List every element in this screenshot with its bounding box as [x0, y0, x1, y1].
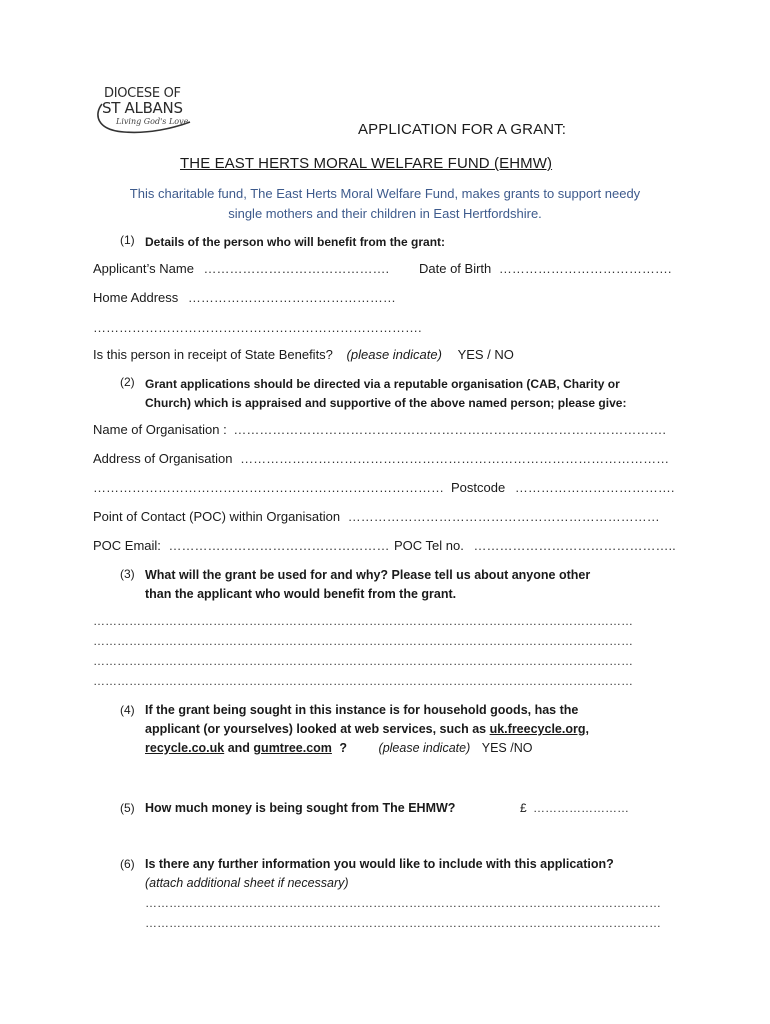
amount-field[interactable]	[520, 801, 629, 815]
logo-line-2: ST ALBANS	[102, 99, 183, 117]
home-address-label: Home Address	[93, 290, 179, 305]
answer-line[interactable]: ………………………………………………………………………………………………………………………	[93, 654, 633, 668]
section-heading-line-1: What will the grant be used for and why? Please tell us about anyone other	[145, 568, 591, 582]
fund-title: THE EAST HERTS MORAL WELFARE FUND (EHMW)	[180, 155, 553, 172]
answer-line[interactable]: …………………………………………………………………………………………………………………	[145, 916, 661, 930]
org-address-line-2[interactable]: ………………………………………………………………………	[93, 480, 444, 495]
poc-tel-label: POC Tel no.	[394, 538, 464, 553]
poc-email-field[interactable]	[93, 538, 390, 553]
intro-line-2: single mothers and their children in East Hertfordshire.	[228, 206, 542, 221]
section-number: (1)	[120, 233, 135, 247]
applicant-name-label: Applicant’s Name	[93, 261, 194, 276]
section-heading: Is there any further information you would like to include with this application?	[145, 857, 614, 871]
currency-symbol: £	[520, 801, 527, 815]
logo-line-1: DIOCESE OF	[104, 86, 181, 101]
state-benefits-question	[93, 347, 514, 362]
diocese-logo	[94, 86, 194, 136]
answer-line[interactable]: ………………………………………………………………………………………………………………………	[93, 634, 633, 648]
benefits-options[interactable]: YES / NO	[457, 347, 514, 362]
benefits-label: Is this person in receipt of State Benefits?	[93, 347, 333, 362]
postcode-field[interactable]	[451, 480, 674, 495]
recycle-link[interactable]: recycle.co.uk	[145, 741, 225, 755]
home-address-dots: …………………………………………	[187, 290, 396, 305]
poc-field[interactable]	[93, 509, 660, 524]
section-number: (2)	[120, 375, 135, 389]
section-heading: Details of the person who will benefit from the grant:	[145, 235, 446, 249]
gumtree-link[interactable]: gumtree.com	[253, 741, 332, 755]
dob-dots: ………………………………….	[498, 261, 672, 276]
org-address-field[interactable]	[93, 451, 669, 466]
org-address-dots: ………………………………………………………………………………………	[240, 451, 670, 466]
comma: ,	[585, 722, 589, 736]
section-heading-line-1: Grant applications should be directed via a reputable organisation (CAB, Charity or	[145, 377, 620, 391]
section-heading-line-2: Church) which is appraised and supportive of the above named person; please give:	[145, 396, 627, 410]
section-number: (3)	[120, 567, 135, 581]
dob-field[interactable]	[419, 261, 672, 276]
poc-label: Point of Contact (POC) within Organisation	[93, 509, 341, 524]
dob-label: Date of Birth	[419, 261, 492, 276]
org-name-field[interactable]	[93, 422, 666, 437]
org-address-label: Address of Organisation	[93, 451, 233, 466]
postcode-label: Postcode	[451, 480, 506, 495]
section-heading-line-2: applicant (or yourselves) looked at web services, such as	[145, 722, 487, 736]
benefits-hint: (please indicate)	[346, 347, 442, 362]
poc-email-dots: ……………………………………………	[168, 538, 390, 553]
answer-line[interactable]: …………………………………………………………………………………………………………………	[145, 896, 661, 910]
org-name-label: Name of Organisation :	[93, 422, 227, 437]
poc-tel-dots: ………………………………………..	[473, 538, 676, 553]
and-text: and	[227, 741, 250, 755]
poc-dots: ………………………………………………………………	[347, 509, 660, 524]
yes-no-options[interactable]: YES /NO	[481, 741, 533, 755]
question-mark: ?	[339, 741, 348, 755]
intro-line-1: This charitable fund, The East Herts Moral Welfare Fund, makes grants to support needy	[129, 186, 641, 201]
answer-line[interactable]: ………………………………………………………………………………………………………………………	[93, 674, 633, 688]
home-address-line-2[interactable]: ………………………………………………………………….	[93, 320, 422, 335]
poc-tel-field[interactable]	[394, 538, 676, 553]
answer-line[interactable]: ………………………………………………………………………………………………………………………	[93, 614, 633, 628]
freecycle-link[interactable]: uk.freecycle.org	[489, 722, 586, 736]
home-address-field[interactable]	[93, 290, 396, 305]
applicant-name-field[interactable]	[93, 261, 389, 276]
section-number: (4)	[120, 703, 135, 717]
section-heading-line-2: than the applicant who would benefit from the grant.	[145, 587, 457, 601]
logo-tagline: Living God's Love	[116, 117, 189, 126]
org-name-dots: ……………………………………………………………………………………….	[233, 422, 666, 437]
section-number: (5)	[120, 801, 135, 815]
applicant-name-dots: …………………………………….	[203, 261, 390, 276]
amount-dots: ……………………	[533, 801, 630, 815]
intro-text	[90, 184, 680, 224]
section-heading: How much money is being sought from The EHMW?	[145, 801, 456, 815]
section-hint: (attach additional sheet if necessary)	[145, 876, 349, 890]
page-title: APPLICATION FOR A GRANT:	[358, 121, 566, 138]
section-number: (6)	[120, 857, 135, 871]
postcode-dots: ……………………………….	[514, 480, 675, 495]
hint-text: (please indicate)	[378, 741, 471, 755]
poc-email-label: POC Email:	[93, 538, 161, 553]
section-heading-line-1: If the grant being sought in this instance is for household goods, has the	[145, 703, 579, 717]
